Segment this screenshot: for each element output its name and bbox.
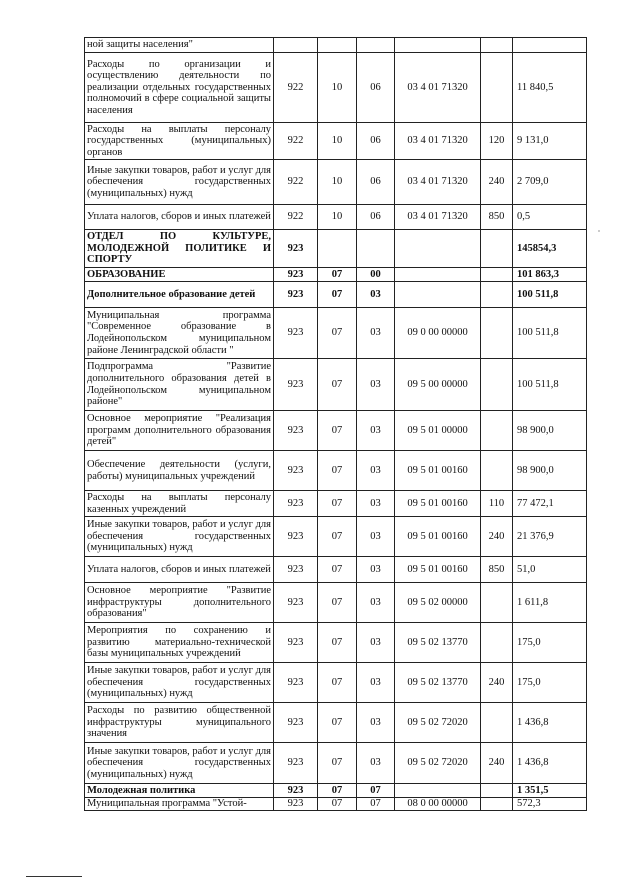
cell-section-code: 07 xyxy=(318,268,357,282)
cell-department-code: 923 xyxy=(274,308,318,359)
cell-expense-type xyxy=(481,359,513,411)
cell-department-code: 922 xyxy=(274,160,318,205)
table-row xyxy=(85,491,587,517)
cell-section-code: 07 xyxy=(318,743,357,784)
cell-section-code: 10 xyxy=(318,205,357,230)
scan-speck xyxy=(598,230,600,232)
cell-subsection-code: 06 xyxy=(357,205,395,230)
table-body xyxy=(85,38,587,811)
cell-amount: 100 511,8 xyxy=(513,359,587,411)
cell-expense-type: 240 xyxy=(481,663,513,703)
cell-amount: 51,0 xyxy=(513,557,587,583)
cell-expense-type xyxy=(481,282,513,308)
cell-department-code: 923 xyxy=(274,623,318,663)
cell-expense-type: 240 xyxy=(481,517,513,557)
cell-description: Основное мероприятие "Реализация программ дополнительного образования детей" xyxy=(85,411,274,451)
cell-amount: 175,0 xyxy=(513,663,587,703)
cell-section-code: 07 xyxy=(318,798,357,811)
cell-amount: 100 511,8 xyxy=(513,308,587,359)
cell-amount: 98 900,0 xyxy=(513,451,587,491)
cell-target-article: 09 5 01 00160 xyxy=(395,491,481,517)
cell-expense-type xyxy=(481,268,513,282)
cell-description: Дополнительное образование детей xyxy=(85,282,274,308)
cell-expense-type: 850 xyxy=(481,557,513,583)
cell-section-code: 07 xyxy=(318,282,357,308)
cell-expense-type: 240 xyxy=(481,743,513,784)
table-row xyxy=(85,663,587,703)
cell-section-code: 10 xyxy=(318,123,357,160)
cell-department-code xyxy=(274,38,318,53)
cell-target-article: 03 4 01 71320 xyxy=(395,53,481,123)
cell-description: Расходы по развитию общественной инфраструктуры муниципального значения xyxy=(85,703,274,743)
cell-target-article xyxy=(395,230,481,268)
cell-target-article: 09 5 00 00000 xyxy=(395,359,481,411)
cell-amount: 572,3 xyxy=(513,798,587,811)
cell-section-code: 07 xyxy=(318,308,357,359)
cell-description: Подпрограмма "Развитие дополнительного образования детей в Лодейнопольском муниципальном районе" xyxy=(85,359,274,411)
table-row xyxy=(85,743,587,784)
cell-subsection-code: 06 xyxy=(357,123,395,160)
table-row xyxy=(85,230,587,268)
cell-subsection-code: 03 xyxy=(357,359,395,411)
cell-department-code: 923 xyxy=(274,268,318,282)
cell-subsection-code: 03 xyxy=(357,583,395,623)
cell-department-code: 923 xyxy=(274,663,318,703)
cell-description: Обеспечение деятельности (услуги, работы) муниципальных учреждений xyxy=(85,451,274,491)
cell-section-code: 07 xyxy=(318,623,357,663)
cell-subsection-code: 03 xyxy=(357,411,395,451)
cell-department-code: 923 xyxy=(274,583,318,623)
cell-target-article: 08 0 00 00000 xyxy=(395,798,481,811)
cell-section-code: 07 xyxy=(318,517,357,557)
cell-section-code: 07 xyxy=(318,491,357,517)
cell-description: Иные закупки товаров, работ и услуг для обеспечения государственных (муниципальных) нужд xyxy=(85,160,274,205)
table-row xyxy=(85,623,587,663)
table-row xyxy=(85,411,587,451)
cell-expense-type xyxy=(481,798,513,811)
cell-amount: 9 131,0 xyxy=(513,123,587,160)
cell-expense-type xyxy=(481,451,513,491)
cell-department-code: 923 xyxy=(274,282,318,308)
cell-department-code: 923 xyxy=(274,703,318,743)
footnote-rule xyxy=(26,876,82,877)
cell-amount: 101 863,3 xyxy=(513,268,587,282)
cell-description: Иные закупки товаров, работ и услуг для обеспечения государственных (муниципальных) нужд xyxy=(85,663,274,703)
table-row xyxy=(85,557,587,583)
cell-amount: 11 840,5 xyxy=(513,53,587,123)
cell-target-article: 03 4 01 71320 xyxy=(395,205,481,230)
cell-department-code: 923 xyxy=(274,784,318,798)
cell-subsection-code xyxy=(357,230,395,268)
cell-expense-type xyxy=(481,411,513,451)
cell-target-article: 09 5 02 13770 xyxy=(395,663,481,703)
budget-allocation-table xyxy=(84,37,587,811)
cell-amount: 77 472,1 xyxy=(513,491,587,517)
table-row xyxy=(85,205,587,230)
table-row xyxy=(85,703,587,743)
cell-target-article: 09 5 02 13770 xyxy=(395,623,481,663)
cell-description: Уплата налогов, сборов и иных платежей xyxy=(85,205,274,230)
cell-amount: 1 436,8 xyxy=(513,703,587,743)
cell-expense-type xyxy=(481,703,513,743)
cell-subsection-code: 03 xyxy=(357,743,395,784)
cell-target-article: 09 5 01 00000 xyxy=(395,411,481,451)
cell-description: Уплата налогов, сборов и иных платежей xyxy=(85,557,274,583)
table-row xyxy=(85,451,587,491)
table-row xyxy=(85,517,587,557)
cell-target-article xyxy=(395,282,481,308)
cell-department-code: 923 xyxy=(274,230,318,268)
cell-amount: 175,0 xyxy=(513,623,587,663)
cell-description: Основное мероприятие "Развитие инфраструктуры дополнительного образования" xyxy=(85,583,274,623)
cell-department-code: 923 xyxy=(274,451,318,491)
cell-subsection-code: 03 xyxy=(357,557,395,583)
cell-amount: 1 351,5 xyxy=(513,784,587,798)
table-row xyxy=(85,268,587,282)
cell-expense-type xyxy=(481,230,513,268)
cell-section-code: 07 xyxy=(318,583,357,623)
table-row xyxy=(85,308,587,359)
cell-section-code xyxy=(318,230,357,268)
cell-target-article: 03 4 01 71320 xyxy=(395,160,481,205)
cell-description: Мероприятия по сохранению и развитию материально-технической базы муниципальных учреждений xyxy=(85,623,274,663)
cell-amount: 2 709,0 xyxy=(513,160,587,205)
cell-expense-type: 110 xyxy=(481,491,513,517)
cell-subsection-code: 03 xyxy=(357,623,395,663)
cell-section-code: 07 xyxy=(318,663,357,703)
cell-section-code: 07 xyxy=(318,411,357,451)
cell-expense-type xyxy=(481,53,513,123)
cell-section-code: 07 xyxy=(318,784,357,798)
cell-target-article xyxy=(395,784,481,798)
cell-amount: 1 436,8 xyxy=(513,743,587,784)
cell-target-article: 09 5 01 00160 xyxy=(395,557,481,583)
cell-section-code: 10 xyxy=(318,53,357,123)
cell-target-article: 09 5 02 72020 xyxy=(395,743,481,784)
cell-section-code: 07 xyxy=(318,703,357,743)
table-row xyxy=(85,160,587,205)
cell-department-code: 922 xyxy=(274,205,318,230)
cell-description: Муниципальная программа "Устой- xyxy=(85,798,274,811)
cell-target-article: 09 5 02 72020 xyxy=(395,703,481,743)
cell-target-article: 09 5 01 00160 xyxy=(395,517,481,557)
cell-description: ной защиты населения" xyxy=(85,38,274,53)
cell-expense-type xyxy=(481,38,513,53)
cell-subsection-code: 03 xyxy=(357,491,395,517)
cell-subsection-code: 00 xyxy=(357,268,395,282)
cell-subsection-code: 06 xyxy=(357,53,395,123)
cell-section-code: 10 xyxy=(318,160,357,205)
cell-description: Иные закупки товаров, работ и услуг для обеспечения государственных (муниципальных) нужд xyxy=(85,517,274,557)
cell-amount: 21 376,9 xyxy=(513,517,587,557)
table-row xyxy=(85,53,587,123)
cell-department-code: 923 xyxy=(274,798,318,811)
cell-expense-type xyxy=(481,623,513,663)
cell-department-code: 923 xyxy=(274,491,318,517)
cell-expense-type xyxy=(481,784,513,798)
cell-expense-type: 120 xyxy=(481,123,513,160)
table-row xyxy=(85,583,587,623)
cell-target-article xyxy=(395,38,481,53)
cell-subsection-code: 03 xyxy=(357,282,395,308)
cell-department-code: 923 xyxy=(274,517,318,557)
cell-amount: 145854,3 xyxy=(513,230,587,268)
cell-subsection-code: 07 xyxy=(357,798,395,811)
cell-description: Расходы по организации и осуществлению деятельности по реализации отдельных государственных полномочий в сфере социальной защиты населения xyxy=(85,53,274,123)
cell-description: ОБРАЗОВАНИЕ xyxy=(85,268,274,282)
cell-target-article: 09 5 02 00000 xyxy=(395,583,481,623)
cell-department-code: 922 xyxy=(274,53,318,123)
table-row xyxy=(85,359,587,411)
cell-subsection-code: 03 xyxy=(357,517,395,557)
cell-description: Расходы на выплаты персоналу казенных учреждений xyxy=(85,491,274,517)
cell-target-article: 03 4 01 71320 xyxy=(395,123,481,160)
cell-subsection-code: 03 xyxy=(357,703,395,743)
cell-description: Иные закупки товаров, работ и услуг для обеспечения государственных (муниципальных) нужд xyxy=(85,743,274,784)
cell-subsection-code: 03 xyxy=(357,308,395,359)
cell-section-code: 07 xyxy=(318,359,357,411)
cell-department-code: 923 xyxy=(274,411,318,451)
table-row xyxy=(85,123,587,160)
cell-expense-type xyxy=(481,308,513,359)
cell-expense-type: 240 xyxy=(481,160,513,205)
cell-expense-type: 850 xyxy=(481,205,513,230)
cell-amount xyxy=(513,38,587,53)
cell-subsection-code: 06 xyxy=(357,160,395,205)
cell-target-article xyxy=(395,268,481,282)
cell-description: Расходы на выплаты персоналу государственных (муниципальных) органов xyxy=(85,123,274,160)
cell-amount: 0,5 xyxy=(513,205,587,230)
cell-description: Муниципальная программа "Современное образование в Лодейнопольском муниципальном районе Ленинградской области " xyxy=(85,308,274,359)
cell-department-code: 923 xyxy=(274,743,318,784)
cell-expense-type xyxy=(481,583,513,623)
cell-subsection-code: 07 xyxy=(357,784,395,798)
cell-amount: 1 611,8 xyxy=(513,583,587,623)
cell-description: Молодежная политика xyxy=(85,784,274,798)
table-row xyxy=(85,784,587,798)
cell-section-code: 07 xyxy=(318,451,357,491)
cell-amount: 98 900,0 xyxy=(513,411,587,451)
cell-target-article: 09 0 00 00000 xyxy=(395,308,481,359)
table-row xyxy=(85,38,587,53)
table-row xyxy=(85,282,587,308)
cell-section-code xyxy=(318,38,357,53)
cell-department-code: 923 xyxy=(274,557,318,583)
cell-description: ОТДЕЛ ПО КУЛЬТУРЕ, МОЛОДЕЖНОЙ ПОЛИТИКЕ И СПОРТУ xyxy=(85,230,274,268)
cell-target-article: 09 5 01 00160 xyxy=(395,451,481,491)
cell-department-code: 922 xyxy=(274,123,318,160)
cell-department-code: 923 xyxy=(274,359,318,411)
cell-amount: 100 511,8 xyxy=(513,282,587,308)
table-row xyxy=(85,798,587,811)
cell-subsection-code: 03 xyxy=(357,451,395,491)
cell-subsection-code: 03 xyxy=(357,663,395,703)
cell-section-code: 07 xyxy=(318,557,357,583)
cell-subsection-code xyxy=(357,38,395,53)
